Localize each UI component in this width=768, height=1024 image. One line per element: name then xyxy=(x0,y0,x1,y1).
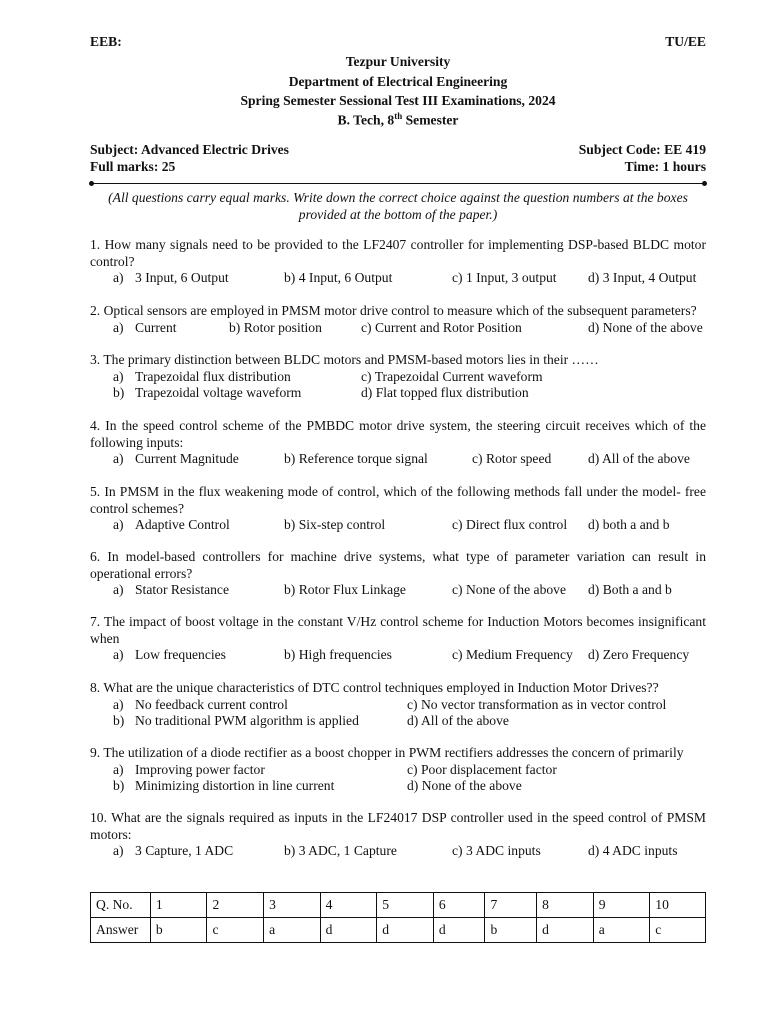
option-d: d) Flat topped flux distribution xyxy=(361,385,529,400)
exam-title: Spring Semester Sessional Test III Examinations, 2024 xyxy=(240,93,556,108)
answer-cell[interactable]: b xyxy=(150,918,207,943)
options-row xyxy=(90,369,706,386)
option-a: a) Trapezoidal flux distribution xyxy=(113,368,291,384)
question-1 xyxy=(90,237,706,287)
options-row xyxy=(90,320,706,337)
qno-cell: 3 xyxy=(264,893,321,918)
answer-row xyxy=(91,918,706,943)
answer-cell[interactable]: a xyxy=(593,918,650,943)
option-c: c) 1 Input, 3 output xyxy=(452,270,557,285)
question-text: 10. What are the signals required as inputs in the LF24017 DSP controller used in the speed control of PMSM motors: xyxy=(90,810,706,842)
option-b: b) 4 Input, 6 Output xyxy=(284,270,393,285)
options-row xyxy=(90,647,706,664)
question-text: 1. How many signals need to be provided to the LF2407 controller for implementing DSP-based BLDC motor control? xyxy=(90,237,706,269)
question-4 xyxy=(90,418,706,468)
options-row xyxy=(90,517,706,534)
answer-cell[interactable]: d xyxy=(537,918,594,943)
question-6 xyxy=(90,549,706,599)
question-8 xyxy=(90,680,706,730)
question-text: 2. Optical sensors are employed in PMSM motor drive control to measure which of the subsequent parameters? xyxy=(90,303,697,318)
question-7 xyxy=(90,614,706,664)
option-a: a) Adaptive Control xyxy=(113,517,230,532)
options-row xyxy=(90,582,706,599)
options-row xyxy=(90,697,706,714)
option-d: d) None of the above xyxy=(588,319,703,335)
row-label: Answer xyxy=(91,918,151,943)
question-3 xyxy=(90,352,706,402)
question-2 xyxy=(90,303,706,336)
qno-cell: 1 xyxy=(150,893,207,918)
option-b: b) Reference torque signal xyxy=(284,451,428,466)
answer-cell[interactable]: a xyxy=(264,918,321,943)
option-b: b) No traditional PWM algorithm is applied xyxy=(113,713,359,728)
option-a: a) Current Magnitude xyxy=(113,451,239,466)
options-row xyxy=(90,843,706,860)
option-a: a) Improving power factor xyxy=(113,761,265,777)
qno-cell: 6 xyxy=(433,893,485,918)
full-marks: Full marks: 25 xyxy=(90,159,176,174)
options-row xyxy=(90,778,706,795)
qno-cell: 9 xyxy=(593,893,650,918)
options-row xyxy=(90,762,706,779)
qno-cell: 5 xyxy=(377,893,434,918)
option-d: d) both a and b xyxy=(588,517,670,532)
option-d: d) Both a and b xyxy=(588,582,672,597)
option-b: b) Rotor Flux Linkage xyxy=(284,582,406,597)
option-b: b) Rotor position xyxy=(229,319,322,335)
option-b: b) Minimizing distortion in line current xyxy=(113,778,335,793)
option-b: b) High frequencies xyxy=(284,647,392,662)
answer-cell[interactable]: c xyxy=(207,918,264,943)
question-text: 7. The impact of boost voltage in the constant V/Hz control scheme for Induction Motors becomes insignificant when xyxy=(90,614,706,646)
options-row xyxy=(90,270,706,287)
university-name: Tezpur University xyxy=(345,54,451,69)
question-5 xyxy=(90,484,706,534)
question-text: 5. In PMSM in the flux weakening mode of control, which of the following methods fall under the model- free control schemes? xyxy=(90,484,706,516)
qno-cell: 2 xyxy=(207,893,264,918)
option-c: c) No vector transformation as in vector control xyxy=(407,696,667,712)
options-row xyxy=(90,451,706,468)
option-d: d) All of the above xyxy=(588,451,690,466)
program-line: B. Tech, 8th Semester xyxy=(337,111,459,128)
option-d: d) None of the above xyxy=(407,778,522,793)
department-name: Department of Electrical Engineering xyxy=(288,74,508,89)
option-c: c) Trapezoidal Current waveform xyxy=(361,368,543,384)
header-divider xyxy=(92,183,704,184)
option-a: a) No feedback current control xyxy=(113,696,288,712)
qno-cell: 8 xyxy=(537,893,594,918)
answer-cell[interactable]: c xyxy=(650,918,706,943)
options-row xyxy=(90,385,706,402)
option-d: d) All of the above xyxy=(407,713,509,728)
option-c: c) Current and Rotor Position xyxy=(361,319,522,335)
question-text: 6. In model-based controllers for machine drive systems, what type of parameter variation can result in operational errors? xyxy=(90,549,706,581)
option-c: c) Poor displacement factor xyxy=(407,761,557,777)
option-a: a) 3 Capture, 1 ADC xyxy=(113,843,234,858)
subject-name: Subject: Advanced Electric Drives xyxy=(90,142,289,157)
option-c: c) None of the above xyxy=(452,582,566,597)
option-b: b) 3 ADC, 1 Capture xyxy=(284,843,397,858)
exam-time: Time: 1 hours xyxy=(624,159,706,174)
option-b: b) Trapezoidal voltage waveform xyxy=(113,385,302,400)
question-text: 9. The utilization of a diode rectifier as a boost chopper in PWM rectifiers addresses the concern of primarily xyxy=(90,745,684,760)
options-row xyxy=(90,713,706,730)
header-left-code: EEB: xyxy=(90,34,122,49)
question-9 xyxy=(90,745,706,795)
option-c: c) 3 ADC inputs xyxy=(452,843,541,858)
subject-code: Subject Code: EE 419 xyxy=(578,142,706,157)
option-c: c) Medium Frequency xyxy=(452,647,573,662)
qno-cell: 10 xyxy=(650,893,706,918)
answer-cell[interactable]: d xyxy=(320,918,377,943)
qno-cell: 4 xyxy=(320,893,377,918)
option-d: d) 3 Input, 4 Output xyxy=(588,270,697,285)
option-a: a) Low frequencies xyxy=(113,647,226,662)
question-text: 4. In the speed control scheme of the PMBDC motor drive system, the steering circuit receives which of the following inputs: xyxy=(90,418,706,450)
row-label: Q. No. xyxy=(91,893,151,918)
question-text: 8. What are the unique characteristics of DTC control techniques employed in Induction Motor Drives?? xyxy=(90,680,659,695)
option-d: d) 4 ADC inputs xyxy=(588,843,678,858)
question-10 xyxy=(90,810,706,860)
answer-cell[interactable]: d xyxy=(377,918,434,943)
option-d: d) Zero Frequency xyxy=(588,647,690,662)
option-a: a) 3 Input, 6 Output xyxy=(113,270,229,285)
question-text: 3. The primary distinction between BLDC motors and PMSM-based motors lies in their …… xyxy=(90,352,599,367)
question-number-row xyxy=(91,893,706,918)
option-b: b) Six-step control xyxy=(284,517,386,532)
header-right-code: TU/EE xyxy=(665,34,706,49)
option-a: a) Stator Resistance xyxy=(113,582,230,597)
qno-cell: 7 xyxy=(485,893,537,918)
option-c: c) Direct flux control xyxy=(452,517,568,532)
option-a: a) Current xyxy=(113,319,177,335)
answer-table xyxy=(90,892,706,943)
answer-cell[interactable]: d xyxy=(433,918,485,943)
answer-cell[interactable]: b xyxy=(485,918,537,943)
option-c: c) Rotor speed xyxy=(472,451,552,466)
instructions: (All questions carry equal marks. Write down the correct choice against the question numbers at the boxes provided at the bottom of the paper.) xyxy=(108,190,688,222)
